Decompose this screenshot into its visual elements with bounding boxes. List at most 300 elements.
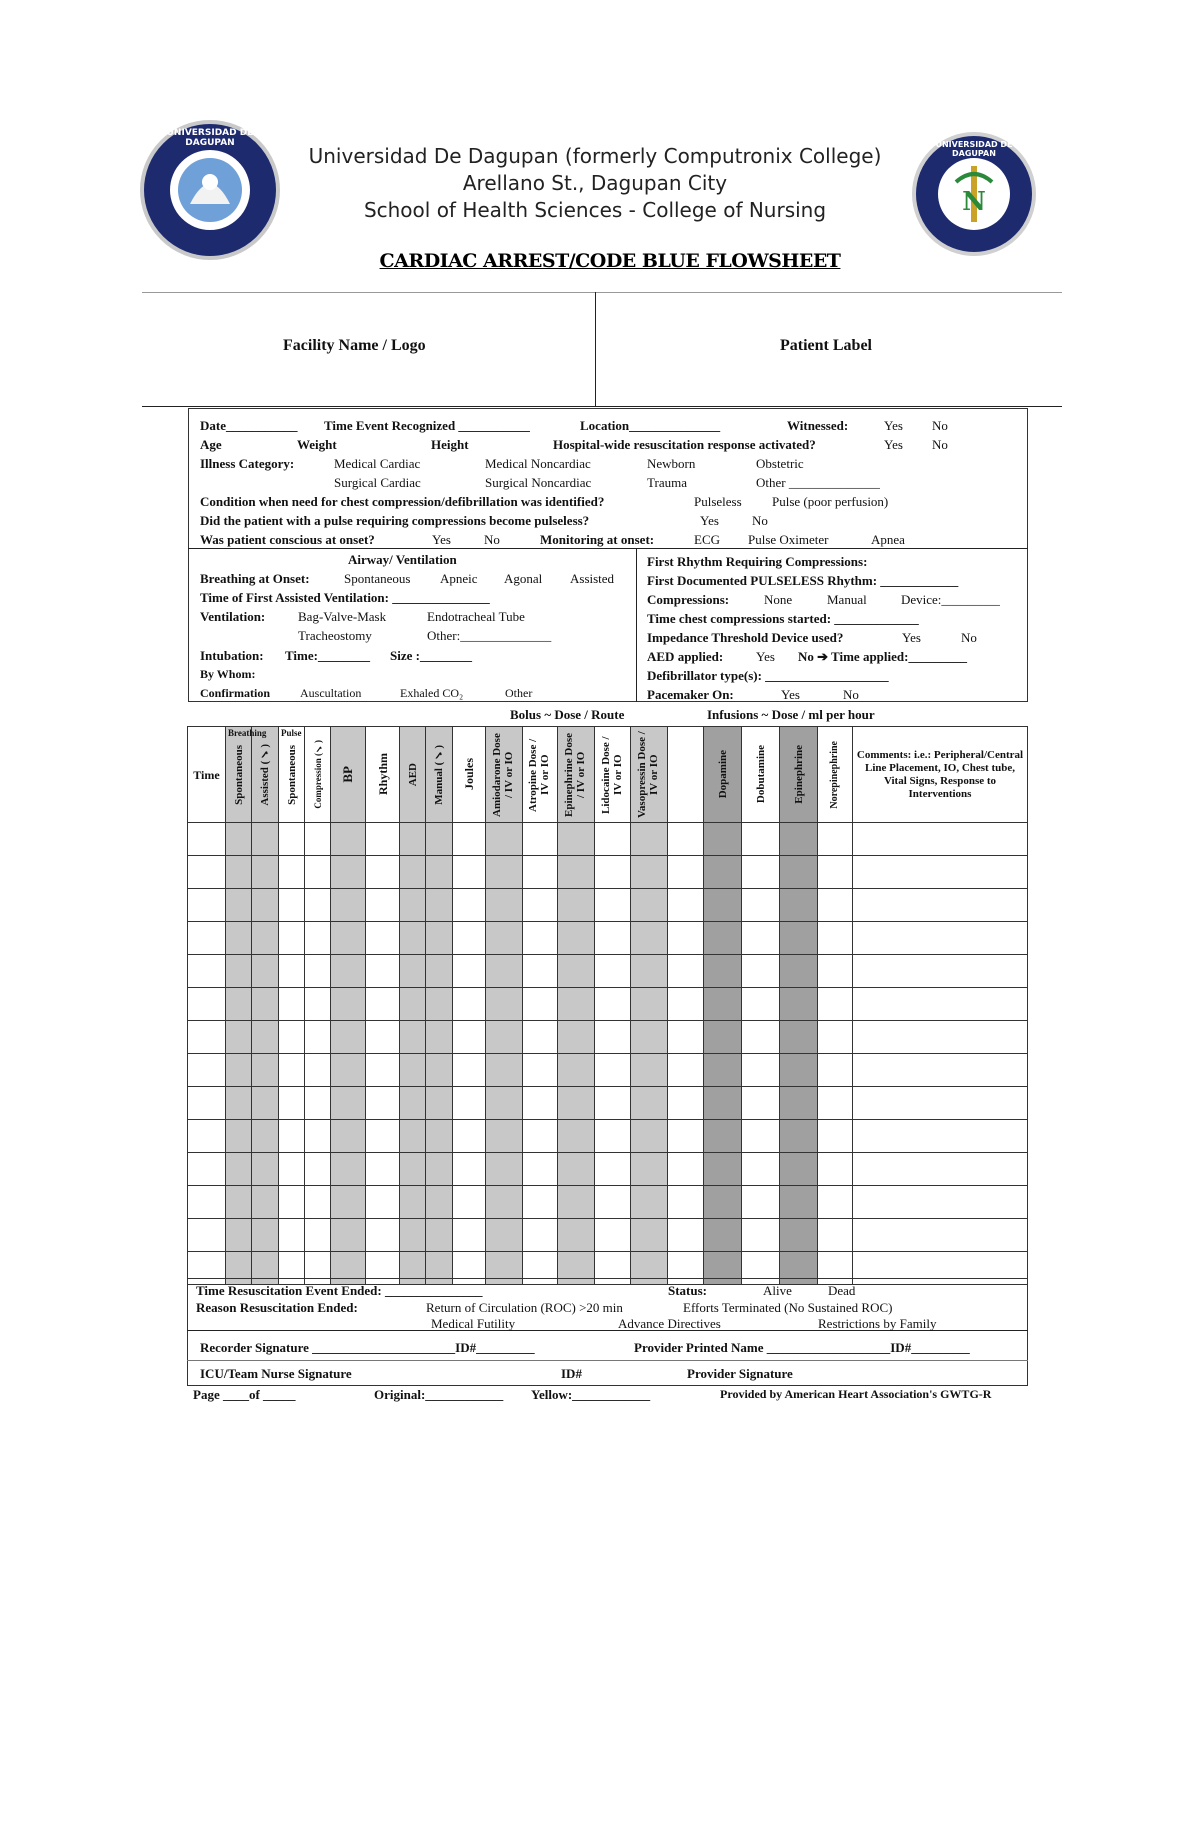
grid-cell[interactable] xyxy=(595,988,631,1021)
grid-cell[interactable] xyxy=(704,1087,742,1120)
grid-cell[interactable] xyxy=(742,1087,780,1120)
grid-cell[interactable] xyxy=(818,823,853,856)
grid-cell[interactable] xyxy=(631,988,668,1021)
grid-cell[interactable] xyxy=(631,823,668,856)
time-ended-field[interactable]: Time Resuscitation Event Ended: _______________ xyxy=(196,1283,483,1298)
grid-cell[interactable] xyxy=(400,1087,426,1120)
grid-cell[interactable] xyxy=(523,856,558,889)
grid-cell[interactable] xyxy=(331,1054,366,1087)
reason-roc[interactable]: Return of Circulation (ROC) >20 min xyxy=(426,1300,623,1315)
grid-cell[interactable] xyxy=(366,1186,400,1219)
status-dead[interactable]: Dead xyxy=(828,1283,856,1298)
grid-cell[interactable] xyxy=(279,988,305,1021)
grid-cell[interactable] xyxy=(400,1186,426,1219)
icu-nurse-signature-field[interactable]: ICU/Team Nurse Signature xyxy=(200,1366,352,1381)
grid-cell[interactable] xyxy=(226,1054,252,1087)
grid-cell[interactable] xyxy=(818,1054,853,1087)
grid-cell[interactable] xyxy=(331,856,366,889)
grid-cell[interactable] xyxy=(400,889,426,922)
grid-cell[interactable] xyxy=(595,1219,631,1252)
grid-cell[interactable] xyxy=(453,1153,486,1186)
grid-cell[interactable] xyxy=(853,856,1028,889)
grid-cell[interactable] xyxy=(305,1120,331,1153)
grid-cell[interactable] xyxy=(780,1153,818,1186)
witnessed-yes[interactable]: Yes xyxy=(884,418,903,433)
aed-time-applied[interactable]: No ➔ Time applied:_________ xyxy=(798,649,967,664)
grid-cell[interactable] xyxy=(818,955,853,988)
hospital-wide-no[interactable]: No xyxy=(932,437,948,452)
grid-cell[interactable] xyxy=(400,955,426,988)
grid-cell[interactable] xyxy=(453,955,486,988)
grid-cell[interactable] xyxy=(853,823,1028,856)
grid-cell[interactable] xyxy=(486,823,523,856)
yellow-field[interactable]: Yellow:____________ xyxy=(531,1387,651,1402)
grid-cell[interactable] xyxy=(279,889,305,922)
grid-cell[interactable] xyxy=(252,1087,279,1120)
grid-cell[interactable] xyxy=(818,922,853,955)
grid-cell[interactable] xyxy=(780,1219,818,1252)
breathing-assisted[interactable]: Assisted xyxy=(570,571,615,586)
grid-cell[interactable] xyxy=(668,988,704,1021)
grid-cell[interactable] xyxy=(780,1120,818,1153)
grid-cell[interactable] xyxy=(188,1021,226,1054)
grid-cell[interactable] xyxy=(188,1087,226,1120)
grid-cell[interactable] xyxy=(252,955,279,988)
illness-newborn[interactable]: Newborn xyxy=(647,456,696,471)
grid-cell[interactable] xyxy=(631,889,668,922)
grid-cell[interactable] xyxy=(453,1186,486,1219)
grid-cell[interactable] xyxy=(558,1153,595,1186)
grid-cell[interactable] xyxy=(780,1087,818,1120)
grid-cell[interactable] xyxy=(252,1021,279,1054)
grid-cell[interactable] xyxy=(523,1120,558,1153)
monitoring-apnea[interactable]: Apnea xyxy=(871,532,905,547)
impedance-yes[interactable]: Yes xyxy=(902,630,921,645)
reason-restrictions[interactable]: Restrictions by Family xyxy=(818,1316,937,1331)
grid-cell[interactable] xyxy=(631,922,668,955)
grid-cell[interactable] xyxy=(631,1120,668,1153)
compressions-manual[interactable]: Manual xyxy=(827,592,867,607)
grid-cell[interactable] xyxy=(595,1021,631,1054)
grid-cell[interactable] xyxy=(331,889,366,922)
grid-cell[interactable] xyxy=(279,1153,305,1186)
grid-cell[interactable] xyxy=(668,1021,704,1054)
grid-cell[interactable] xyxy=(426,856,453,889)
grid-cell[interactable] xyxy=(400,1021,426,1054)
grid-cell[interactable] xyxy=(853,1087,1028,1120)
grid-cell[interactable] xyxy=(595,955,631,988)
grid-cell[interactable] xyxy=(742,1219,780,1252)
grid-cell[interactable] xyxy=(595,1120,631,1153)
grid-cell[interactable] xyxy=(486,1186,523,1219)
grid-cell[interactable] xyxy=(704,955,742,988)
grid-cell[interactable] xyxy=(426,889,453,922)
reason-futility[interactable]: Medical Futility xyxy=(431,1316,516,1331)
grid-cell[interactable] xyxy=(704,1021,742,1054)
reason-advance[interactable]: Advance Directives xyxy=(618,1316,721,1331)
illness-medical-cardiac[interactable]: Medical Cardiac xyxy=(334,456,421,471)
grid-cell[interactable] xyxy=(331,823,366,856)
grid-cell[interactable] xyxy=(668,856,704,889)
weight-field[interactable]: Weight xyxy=(297,437,337,452)
grid-cell[interactable] xyxy=(331,1186,366,1219)
defib-type-field[interactable]: Defibrillator type(s): ___________________ xyxy=(647,668,889,683)
grid-cell[interactable] xyxy=(486,1153,523,1186)
grid-cell[interactable] xyxy=(523,1219,558,1252)
grid-cell[interactable] xyxy=(400,1054,426,1087)
grid-cell[interactable] xyxy=(558,1021,595,1054)
grid-cell[interactable] xyxy=(331,1219,366,1252)
grid-cell[interactable] xyxy=(226,856,252,889)
grid-cell[interactable] xyxy=(631,1219,668,1252)
grid-cell[interactable] xyxy=(226,1186,252,1219)
grid-cell[interactable] xyxy=(331,922,366,955)
grid-cell[interactable] xyxy=(305,955,331,988)
page-number-field[interactable]: Page ____of _____ xyxy=(193,1387,296,1402)
grid-cell[interactable] xyxy=(400,922,426,955)
grid-cell[interactable] xyxy=(523,1054,558,1087)
grid-cell[interactable] xyxy=(558,1054,595,1087)
grid-cell[interactable] xyxy=(400,1219,426,1252)
first-rhythm-label[interactable]: First Rhythm Requiring Compressions: xyxy=(647,554,868,569)
grid-cell[interactable] xyxy=(366,823,400,856)
grid-cell[interactable] xyxy=(523,988,558,1021)
grid-cell[interactable] xyxy=(226,1087,252,1120)
grid-cell[interactable] xyxy=(818,1219,853,1252)
grid-cell[interactable] xyxy=(486,889,523,922)
grid-cell[interactable] xyxy=(279,955,305,988)
grid-cell[interactable] xyxy=(853,1054,1028,1087)
ventilation-trach[interactable]: Tracheostomy xyxy=(298,628,372,643)
compressions-device[interactable]: Device:_________ xyxy=(901,592,1000,607)
illness-surgical-cardiac[interactable]: Surgical Cardiac xyxy=(334,475,421,490)
grid-cell[interactable] xyxy=(486,1120,523,1153)
illness-other[interactable]: Other ______________ xyxy=(756,475,880,490)
grid-cell[interactable] xyxy=(188,889,226,922)
grid-cell[interactable] xyxy=(523,955,558,988)
grid-cell[interactable] xyxy=(400,1120,426,1153)
grid-cell[interactable] xyxy=(188,1054,226,1087)
illness-trauma[interactable]: Trauma xyxy=(647,475,687,490)
grid-cell[interactable] xyxy=(742,856,780,889)
grid-cell[interactable] xyxy=(331,1087,366,1120)
grid-cell[interactable] xyxy=(558,955,595,988)
grid-cell[interactable] xyxy=(366,1219,400,1252)
grid-cell[interactable] xyxy=(704,823,742,856)
grid-cell[interactable] xyxy=(595,889,631,922)
grid-cell[interactable] xyxy=(853,1120,1028,1153)
grid-cell[interactable] xyxy=(742,1120,780,1153)
grid-cell[interactable] xyxy=(188,823,226,856)
monitoring-ecg[interactable]: ECG xyxy=(694,532,720,547)
grid-cell[interactable] xyxy=(595,922,631,955)
grid-cell[interactable] xyxy=(188,1219,226,1252)
grid-cell[interactable] xyxy=(279,856,305,889)
grid-cell[interactable] xyxy=(668,1153,704,1186)
grid-cell[interactable] xyxy=(486,1054,523,1087)
grid-cell[interactable] xyxy=(331,1120,366,1153)
grid-cell[interactable] xyxy=(453,1021,486,1054)
grid-cell[interactable] xyxy=(226,955,252,988)
grid-cell[interactable] xyxy=(742,889,780,922)
age-field[interactable]: Age xyxy=(200,437,222,452)
grid-cell[interactable] xyxy=(704,1120,742,1153)
height-field[interactable]: Height xyxy=(431,437,469,452)
grid-cell[interactable] xyxy=(631,856,668,889)
grid-cell[interactable] xyxy=(188,988,226,1021)
condition-pulseless[interactable]: Pulseless xyxy=(694,494,742,509)
grid-cell[interactable] xyxy=(486,1021,523,1054)
grid-cell[interactable] xyxy=(366,889,400,922)
by-whom-field[interactable]: By Whom: xyxy=(200,667,256,681)
grid-cell[interactable] xyxy=(426,955,453,988)
grid-cell[interactable] xyxy=(780,955,818,988)
grid-cell[interactable] xyxy=(704,1186,742,1219)
grid-cell[interactable] xyxy=(631,1186,668,1219)
grid-cell[interactable] xyxy=(558,1186,595,1219)
grid-cell[interactable] xyxy=(252,856,279,889)
grid-cell[interactable] xyxy=(226,922,252,955)
grid-cell[interactable] xyxy=(558,889,595,922)
grid-cell[interactable] xyxy=(523,1021,558,1054)
grid-cell[interactable] xyxy=(188,922,226,955)
grid-cell[interactable] xyxy=(188,1153,226,1186)
grid-cell[interactable] xyxy=(595,1054,631,1087)
grid-cell[interactable] xyxy=(523,1153,558,1186)
grid-cell[interactable] xyxy=(453,1087,486,1120)
condition-pulse-poor[interactable]: Pulse (poor perfusion) xyxy=(772,494,889,509)
grid-cell[interactable] xyxy=(226,1120,252,1153)
grid-cell[interactable] xyxy=(780,1021,818,1054)
grid-cell[interactable] xyxy=(818,1087,853,1120)
grid-cell[interactable] xyxy=(595,856,631,889)
aed-applied-yes[interactable]: Yes xyxy=(756,649,775,664)
grid-cell[interactable] xyxy=(426,1054,453,1087)
illness-surgical-noncardiac[interactable]: Surgical Noncardiac xyxy=(485,475,592,490)
grid-cell[interactable] xyxy=(252,1120,279,1153)
grid-cell[interactable] xyxy=(426,1021,453,1054)
grid-cell[interactable] xyxy=(279,922,305,955)
monitoring-pulse-ox[interactable]: Pulse Oximeter xyxy=(748,532,829,547)
grid-cell[interactable] xyxy=(742,922,780,955)
grid-cell[interactable] xyxy=(279,1087,305,1120)
grid-cell[interactable] xyxy=(453,856,486,889)
grid-cell[interactable] xyxy=(252,1186,279,1219)
grid-cell[interactable] xyxy=(453,823,486,856)
grid-cell[interactable] xyxy=(279,1021,305,1054)
illness-medical-noncardiac[interactable]: Medical Noncardiac xyxy=(485,456,591,471)
grid-cell[interactable] xyxy=(668,1219,704,1252)
grid-cell[interactable] xyxy=(595,823,631,856)
grid-cell[interactable] xyxy=(305,823,331,856)
grid-cell[interactable] xyxy=(226,1021,252,1054)
grid-cell[interactable] xyxy=(453,1219,486,1252)
recorder-signature-field[interactable]: Recorder Signature ______________________ID#_________ xyxy=(200,1340,535,1355)
grid-cell[interactable] xyxy=(426,988,453,1021)
grid-cell[interactable] xyxy=(668,922,704,955)
ventilation-bvm[interactable]: Bag-Valve-Mask xyxy=(298,609,387,624)
grid-cell[interactable] xyxy=(305,1087,331,1120)
grid-cell[interactable] xyxy=(226,1153,252,1186)
grid-cell[interactable] xyxy=(226,1219,252,1252)
grid-cell[interactable] xyxy=(305,1186,331,1219)
grid-cell[interactable] xyxy=(631,1021,668,1054)
grid-cell[interactable] xyxy=(704,856,742,889)
grid-cell[interactable] xyxy=(523,889,558,922)
grid-cell[interactable] xyxy=(668,955,704,988)
breathing-apneic[interactable]: Apneic xyxy=(440,571,478,586)
grid-cell[interactable] xyxy=(366,988,400,1021)
intubation-time[interactable]: Time:________ xyxy=(285,648,370,663)
grid-cell[interactable] xyxy=(818,1153,853,1186)
grid-cell[interactable] xyxy=(252,922,279,955)
grid-cell[interactable] xyxy=(818,856,853,889)
grid-cell[interactable] xyxy=(780,1054,818,1087)
grid-cell[interactable] xyxy=(252,1054,279,1087)
grid-cell[interactable] xyxy=(252,889,279,922)
grid-cell[interactable] xyxy=(366,1021,400,1054)
grid-cell[interactable] xyxy=(704,1219,742,1252)
grid-cell[interactable] xyxy=(188,955,226,988)
grid-cell[interactable] xyxy=(426,1153,453,1186)
grid-cell[interactable] xyxy=(668,1087,704,1120)
grid-cell[interactable] xyxy=(668,823,704,856)
grid-cell[interactable] xyxy=(279,1219,305,1252)
compressions-none[interactable]: None xyxy=(764,592,793,607)
grid-cell[interactable] xyxy=(742,1021,780,1054)
icu-id-field[interactable]: ID# xyxy=(561,1366,582,1381)
first-pulseless-field[interactable]: First Documented PULSELESS Rhythm: ____________ xyxy=(647,573,959,588)
grid-cell[interactable] xyxy=(331,1153,366,1186)
grid-cell[interactable] xyxy=(742,955,780,988)
hospital-wide-yes[interactable]: Yes xyxy=(884,437,903,452)
grid-cell[interactable] xyxy=(400,1153,426,1186)
grid-cell[interactable] xyxy=(780,889,818,922)
grid-cell[interactable] xyxy=(631,1054,668,1087)
grid-cell[interactable] xyxy=(486,1087,523,1120)
time-chest-field[interactable]: Time chest compressions started: _____________ xyxy=(647,611,919,626)
grid-cell[interactable] xyxy=(252,1153,279,1186)
grid-cell[interactable] xyxy=(366,922,400,955)
grid-cell[interactable] xyxy=(818,1120,853,1153)
grid-cell[interactable] xyxy=(426,1186,453,1219)
grid-cell[interactable] xyxy=(305,889,331,922)
grid-cell[interactable] xyxy=(486,955,523,988)
grid-cell[interactable] xyxy=(305,1153,331,1186)
grid-cell[interactable] xyxy=(704,922,742,955)
grid-cell[interactable] xyxy=(558,1120,595,1153)
grid-cell[interactable] xyxy=(305,856,331,889)
grid-cell[interactable] xyxy=(426,823,453,856)
grid-cell[interactable] xyxy=(486,988,523,1021)
grid-cell[interactable] xyxy=(631,1153,668,1186)
grid-cell[interactable] xyxy=(780,856,818,889)
grid-cell[interactable] xyxy=(366,856,400,889)
grid-cell[interactable] xyxy=(523,823,558,856)
grid-cell[interactable] xyxy=(558,1087,595,1120)
grid-cell[interactable] xyxy=(486,1219,523,1252)
confirmation-exhaled[interactable]: Exhaled CO₂ xyxy=(400,686,464,700)
grid-cell[interactable] xyxy=(780,988,818,1021)
grid-cell[interactable] xyxy=(818,988,853,1021)
grid-cell[interactable] xyxy=(486,922,523,955)
grid-cell[interactable] xyxy=(742,823,780,856)
breathing-spontaneous[interactable]: Spontaneous xyxy=(344,571,411,586)
provider-signature-field[interactable]: Provider Signature xyxy=(687,1366,793,1381)
grid-cell[interactable] xyxy=(453,1054,486,1087)
conscious-yes[interactable]: Yes xyxy=(432,532,451,547)
grid-cell[interactable] xyxy=(558,856,595,889)
grid-cell[interactable] xyxy=(226,889,252,922)
grid-cell[interactable] xyxy=(279,1120,305,1153)
conscious-no[interactable]: No xyxy=(484,532,500,547)
grid-cell[interactable] xyxy=(853,889,1028,922)
grid-cell[interactable] xyxy=(366,955,400,988)
intubation-size[interactable]: Size :________ xyxy=(390,648,472,663)
confirmation-auscultation[interactable]: Auscultation xyxy=(300,686,362,700)
grid-cell[interactable] xyxy=(853,955,1028,988)
illness-obstetric[interactable]: Obstetric xyxy=(756,456,804,471)
grid-cell[interactable] xyxy=(426,1219,453,1252)
grid-cell[interactable] xyxy=(453,922,486,955)
ventilation-other[interactable]: Other:______________ xyxy=(427,628,552,643)
grid-cell[interactable] xyxy=(742,1153,780,1186)
reason-efforts[interactable]: Efforts Terminated (No Sustained ROC) xyxy=(683,1300,893,1315)
grid-cell[interactable] xyxy=(818,889,853,922)
grid-cell[interactable] xyxy=(523,922,558,955)
grid-cell[interactable] xyxy=(780,922,818,955)
location-field[interactable]: Location______________ xyxy=(580,418,721,433)
grid-cell[interactable] xyxy=(704,889,742,922)
time-event-field[interactable]: Time Event Recognized ___________ xyxy=(324,418,530,433)
grid-cell[interactable] xyxy=(742,1054,780,1087)
grid-cell[interactable] xyxy=(595,1153,631,1186)
grid-cell[interactable] xyxy=(853,1153,1028,1186)
grid-cell[interactable] xyxy=(252,1219,279,1252)
grid-cell[interactable] xyxy=(668,1186,704,1219)
grid-cell[interactable] xyxy=(279,1054,305,1087)
grid-cell[interactable] xyxy=(631,955,668,988)
did-pulse-no[interactable]: No xyxy=(752,513,768,528)
grid-cell[interactable] xyxy=(818,1021,853,1054)
grid-cell[interactable] xyxy=(400,856,426,889)
pacemaker-yes[interactable]: Yes xyxy=(781,687,800,702)
grid-cell[interactable] xyxy=(853,1186,1028,1219)
grid-cell[interactable] xyxy=(631,1087,668,1120)
grid-cell[interactable] xyxy=(400,823,426,856)
grid-cell[interactable] xyxy=(558,988,595,1021)
grid-cell[interactable] xyxy=(226,823,252,856)
grid-cell[interactable] xyxy=(742,988,780,1021)
grid-cell[interactable] xyxy=(558,922,595,955)
grid-cell[interactable] xyxy=(426,1120,453,1153)
date-field[interactable]: Date___________ xyxy=(200,418,298,433)
grid-cell[interactable] xyxy=(366,1120,400,1153)
grid-cell[interactable] xyxy=(305,1021,331,1054)
grid-cell[interactable] xyxy=(305,988,331,1021)
grid-cell[interactable] xyxy=(252,988,279,1021)
grid-cell[interactable] xyxy=(305,1219,331,1252)
grid-cell[interactable] xyxy=(704,1054,742,1087)
grid-cell[interactable] xyxy=(853,1219,1028,1252)
grid-cell[interactable] xyxy=(780,823,818,856)
grid-cell[interactable] xyxy=(331,955,366,988)
grid-cell[interactable] xyxy=(188,1120,226,1153)
grid-cell[interactable] xyxy=(668,1120,704,1153)
grid-cell[interactable] xyxy=(704,988,742,1021)
grid-cell[interactable] xyxy=(305,1054,331,1087)
grid-cell[interactable] xyxy=(366,1153,400,1186)
